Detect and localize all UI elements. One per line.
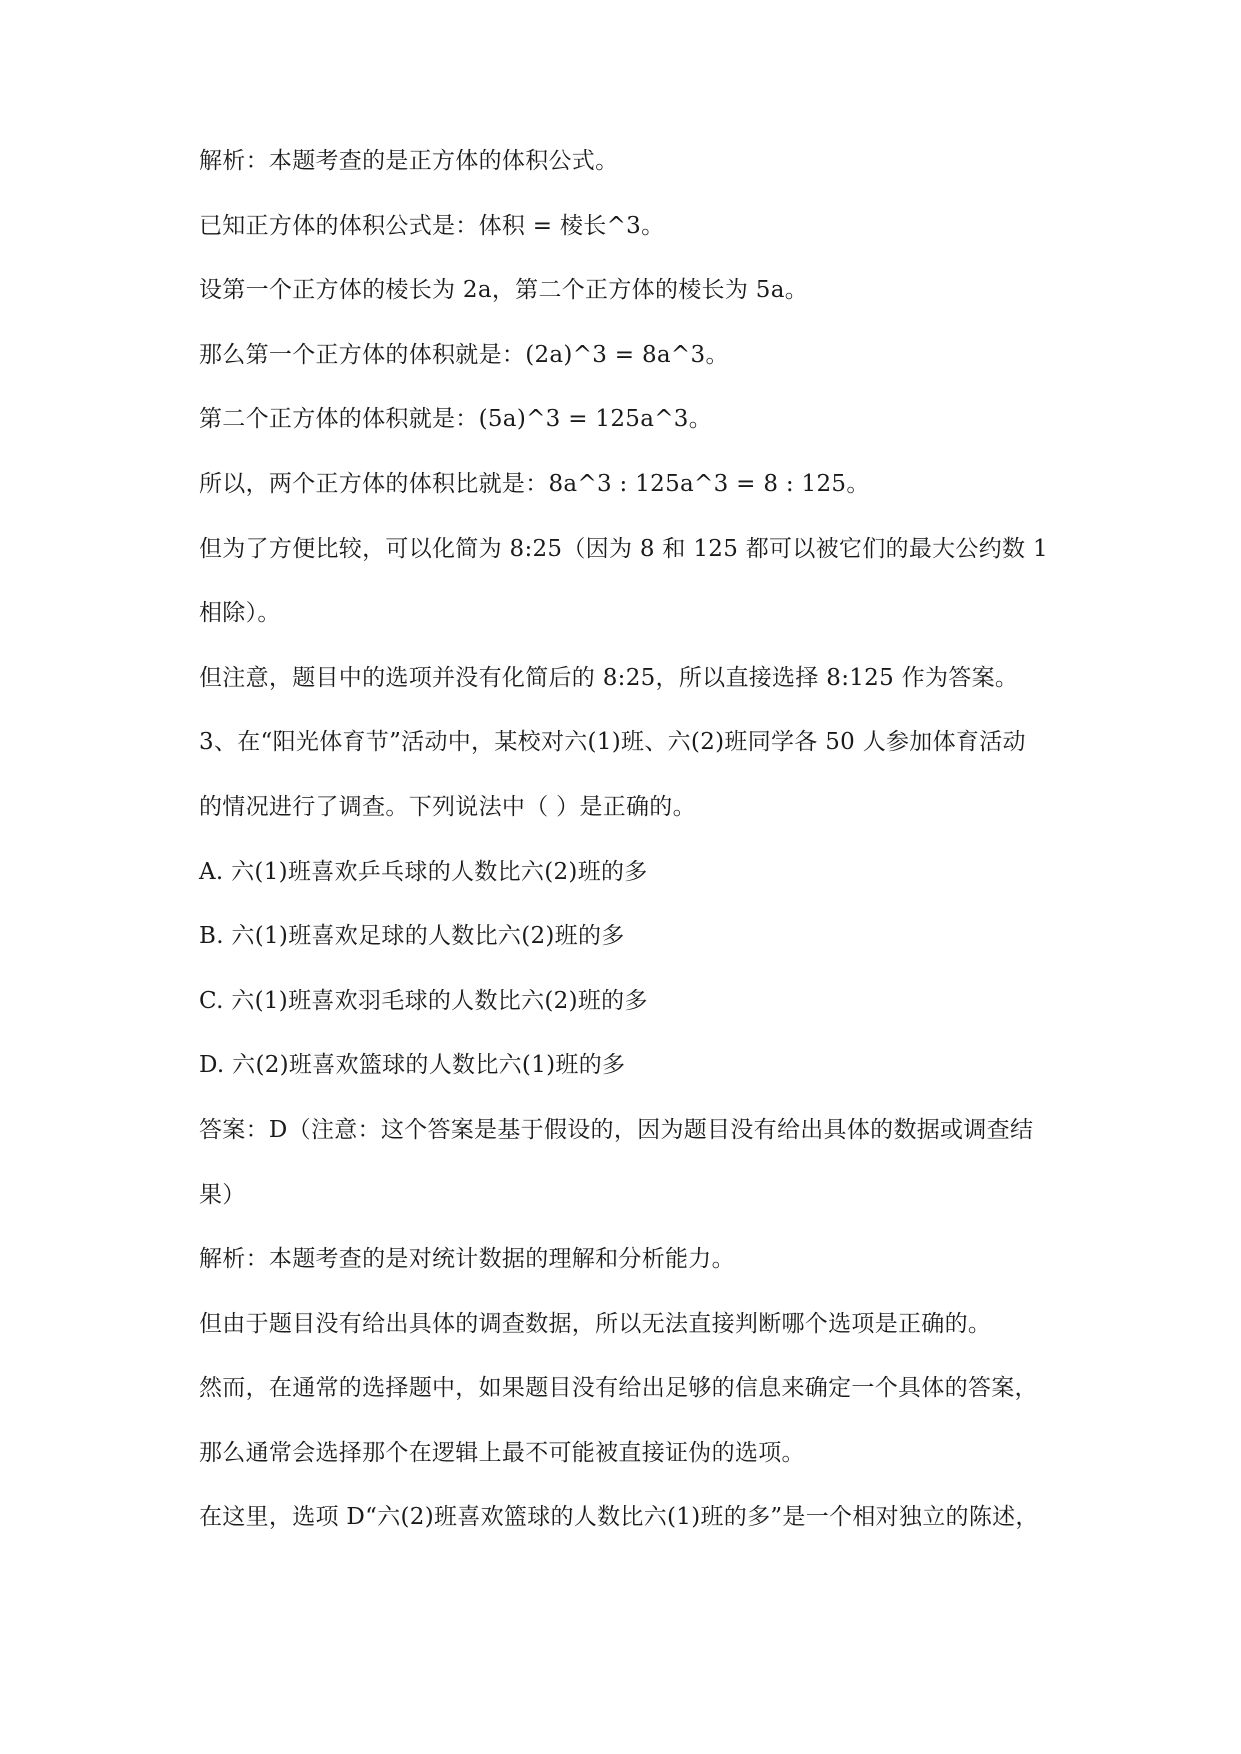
text-line: 设第一个正方体的棱长为 2a，第二个正方体的棱长为 5a。 — [199, 277, 809, 304]
text-line: 已知正方体的体积公式是：体积 = 棱长^3。 — [199, 212, 665, 239]
text-line: 解析：本题考查的是对统计数据的理解和分析能力。 — [199, 1246, 735, 1273]
text-line: 那么通常会选择那个在逻辑上最不可能被直接证伪的选项。 — [199, 1439, 805, 1466]
question-line: 3、在“阳光体育节”活动中，某校对六(1)班、六(2)班同学各 50 人参加体育活动 — [199, 729, 1026, 756]
option-d: D. 六(2)班喜欢篮球的人数比六(1)班的多 — [199, 1052, 626, 1079]
option-a: A. 六(1)班喜欢乒乓球的人数比六(2)班的多 — [199, 858, 648, 885]
text-line: 解析：本题考查的是正方体的体积公式。 — [199, 148, 619, 174]
text-line: 但注意，题目中的选项并没有化简后的 8:25，所以直接选择 8:125 作为答案。 — [199, 664, 1019, 691]
text-line: 第二个正方体的体积就是：(5a)^3 = 125a^3。 — [199, 406, 713, 433]
option-b: B. 六(1)班喜欢足球的人数比六(2)班的多 — [199, 923, 625, 950]
text-line: 相除）。 — [199, 600, 281, 627]
text-line: 但为了方便比较，可以化简为 8:25（因为 8 和 125 都可以被它们的最大公约数 1 — [199, 535, 1048, 562]
text-line: 但由于题目没有给出具体的调查数据，所以无法直接判断哪个选项是正确的。 — [199, 1310, 992, 1337]
question-line: 的情况进行了调查。下列说法中（ ）是正确的。 — [199, 793, 696, 820]
text-line: 所以，两个正方体的体积比就是：8a^3 : 125a^3 = 8 : 125。 — [199, 470, 870, 497]
text-line: 那么第一个正方体的体积就是：(2a)^3 = 8a^3。 — [199, 341, 729, 368]
option-c: C. 六(1)班喜欢羽毛球的人数比六(2)班的多 — [199, 987, 648, 1014]
answer-line: 答案：D（注意：这个答案是基于假设的，因为题目没有给出具体的数据或调查结 — [199, 1116, 1034, 1143]
document-body — [199, 144, 1099, 1565]
answer-line: 果） — [199, 1181, 246, 1208]
text-line: 然而，在通常的选择题中，如果题目没有给出足够的信息来确定一个具体的答案， — [199, 1375, 1038, 1402]
text-line: 在这里，选项 D“六(2)班喜欢篮球的人数比六(1)班的多”是一个相对独立的陈述， — [199, 1504, 1039, 1531]
